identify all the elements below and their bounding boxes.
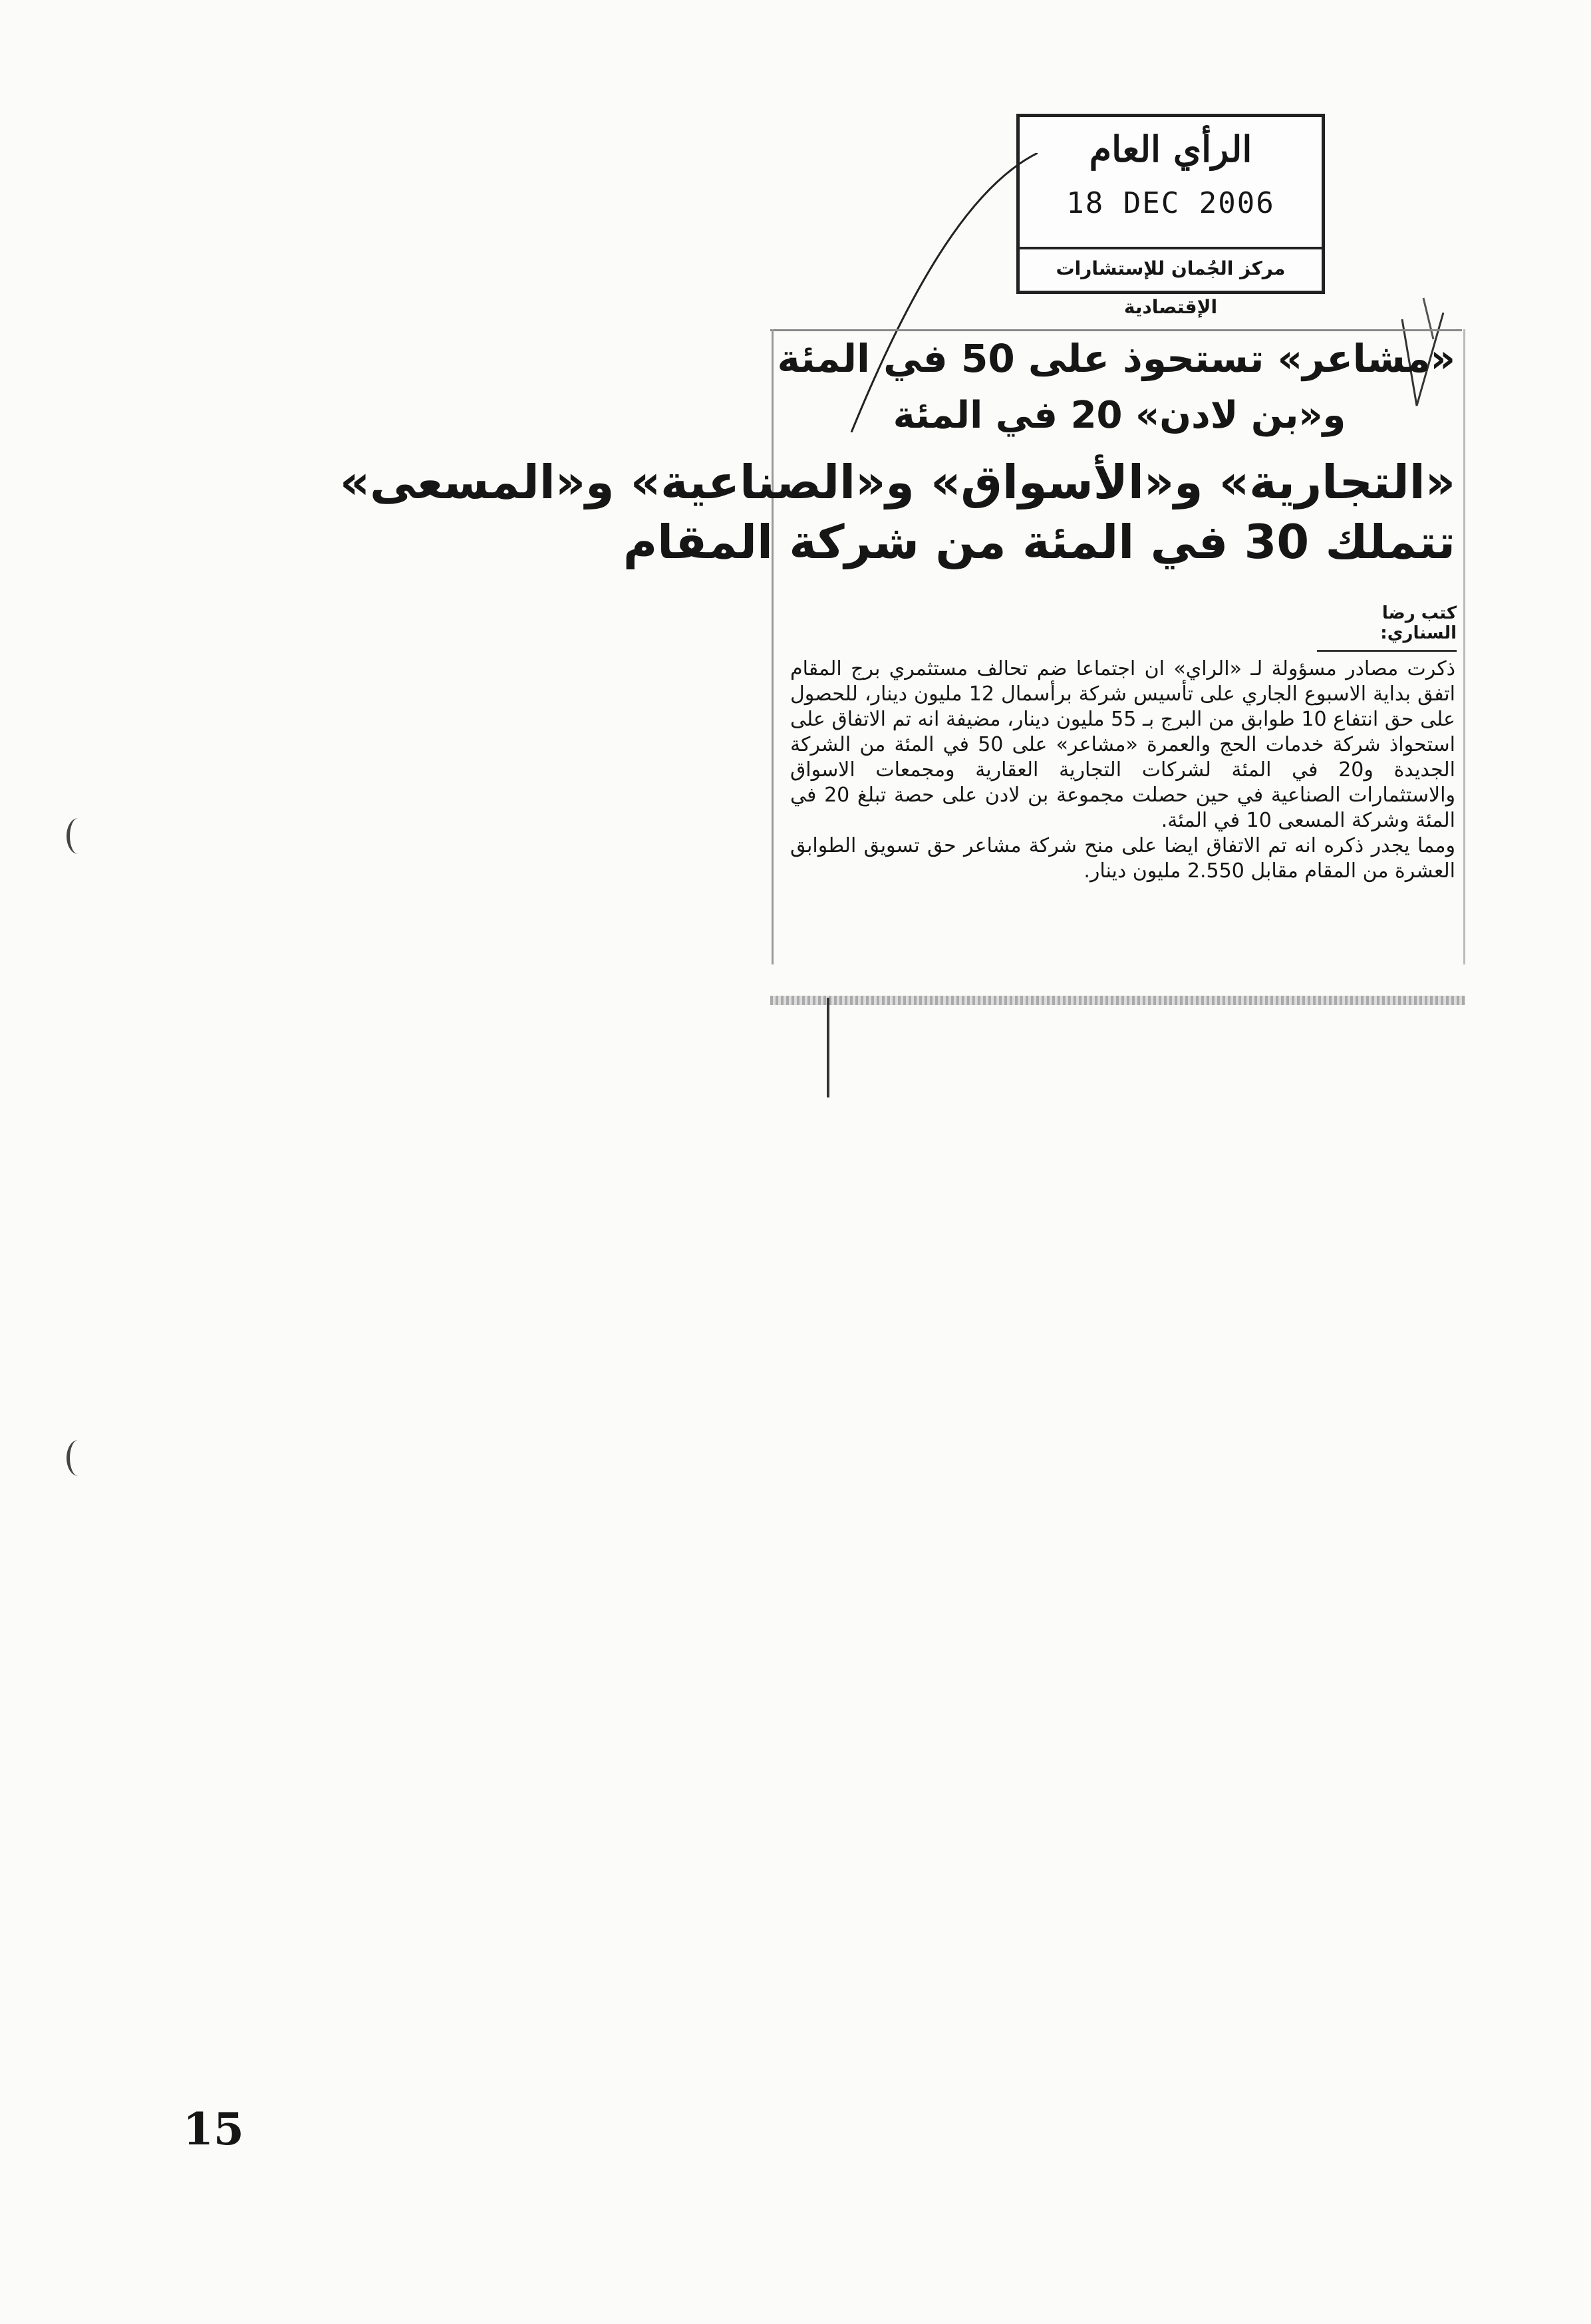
- article-paragraph: ومما يجدر ذكره انه تم الاتفاق ايضا على منح شركة مشاعر حق تسويق الطوابق العشرة من المقام مقابل 2.550 مليون دينار.: [790, 834, 1455, 883]
- punch-hole-icon: [67, 818, 90, 854]
- punch-hole-icon: [67, 1440, 90, 1476]
- clipping-left-border: [772, 329, 774, 964]
- article-paragraph: ذكرت مصادر مسؤولة لـ «الراي» ان اجتماعا ضم تحالف مستثمري برج المقام اتفق بداية الاسبوع الجاري على تأسيس شركة برأسمال 12 مليون دينار، للحصول على حق انتفاع 10 طوابق من البرج بـ 55 مليون دينار، مضيفة انه تم الاتفاق على استحواذ شركة خدمات الحج والعمرة «مشاعر» على 50 في المئة من الشركة الجديدة و20 في المئة لشركات التجارية العقارية ومجمعات الاسواق والاستثمارات الصناعية في حين حصلت مجموعة بن لادن على حصة تبلغ 20 في المئة وشركة المسعى 10 في المئة.: [790, 657, 1455, 832]
- clipping-top-border: [770, 329, 1462, 331]
- article-body: [790, 656, 1455, 884]
- page-number: 15: [183, 2103, 244, 2155]
- clipping-right-border: [1463, 329, 1465, 964]
- date-stamp: [1016, 114, 1325, 318]
- headline-line-4: تتملك 30 في المئة من شركة المقام: [623, 515, 1455, 569]
- newspaper-clipping: [339, 324, 1470, 972]
- headline-line-2: و«بن لادن» 20 في المئة: [893, 394, 1346, 437]
- clipping-bottom-edge: [770, 996, 1465, 1005]
- staple-icon: [815, 998, 841, 1104]
- byline: كتب رضا السناري:: [1317, 603, 1457, 652]
- stamp-footer: مركز الجُمان للإستشارات الإقتصادية: [1020, 247, 1322, 291]
- stamp-newspaper-name: الرأي العام: [1089, 128, 1252, 170]
- headline-line-3: «التجارية» و«الأسواق» و«الصناعية» و«المسعى»: [339, 455, 1455, 509]
- headline-line-1: «مشاعر» تستحوذ على 50 في المئة: [777, 336, 1455, 381]
- stamp-date: 18 DEC 2006: [1066, 186, 1275, 220]
